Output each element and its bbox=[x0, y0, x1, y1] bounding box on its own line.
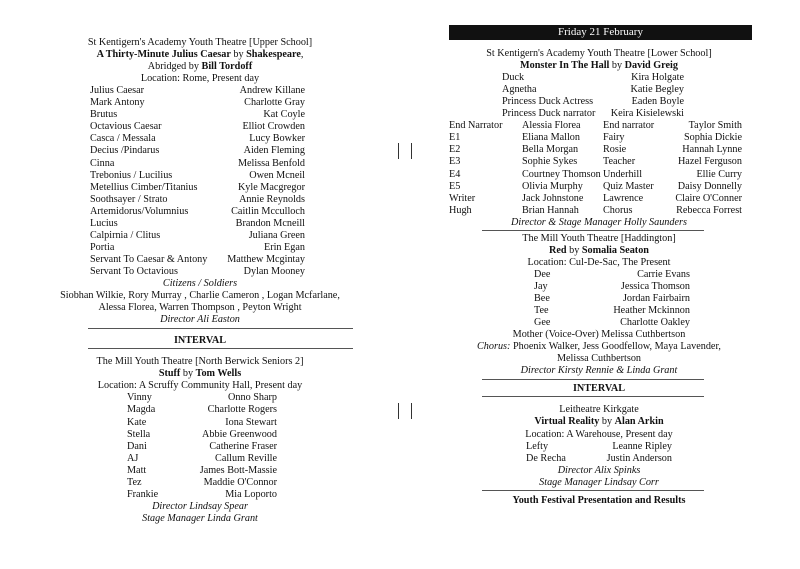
play-company-part: Leitheatre Kirkgate bbox=[559, 404, 639, 416]
cast-row bbox=[40, 145, 360, 157]
actor-name: Claire O'Conner bbox=[675, 192, 742, 204]
director-credit-part: Director Ali Easton bbox=[160, 314, 240, 326]
cast-row bbox=[446, 144, 752, 156]
role-name: Dani bbox=[127, 440, 147, 452]
play-title-part: by bbox=[230, 49, 247, 61]
stage-manager-credit-part: Stage Manager Linda Grant bbox=[142, 512, 258, 524]
interval-heading-part: INTERVAL bbox=[173, 335, 227, 347]
play-company-part: St Kentigern's Academy Youth Theatre [Lower School] bbox=[486, 48, 712, 59]
play-title bbox=[446, 416, 752, 428]
play-abridger-part: Bill Tordoff bbox=[201, 61, 253, 73]
chorus-list-part: Phoenix Walker, Jess Goodfellow, Maya Lavender, bbox=[510, 341, 721, 353]
play-abridger-part: Abridged by bbox=[147, 61, 202, 73]
play-title bbox=[40, 368, 360, 380]
chorus-list bbox=[446, 341, 752, 353]
binding-mark-bottom-right bbox=[411, 403, 412, 419]
interval-heading-part: INTERVAL bbox=[572, 383, 626, 395]
actor-name: James Bott-Massie bbox=[199, 464, 277, 476]
role-name: End narrator bbox=[603, 120, 655, 132]
play-location-part: Location: A Warehouse, Present day bbox=[525, 428, 673, 440]
play-title-part: Somalia Seaton bbox=[581, 244, 649, 256]
play-company bbox=[446, 48, 752, 60]
role-name: Matt bbox=[127, 464, 147, 476]
role-name: E1 bbox=[449, 132, 461, 144]
cast-row bbox=[446, 108, 752, 120]
cast-row bbox=[446, 441, 752, 453]
actor-name: Courtney Thomson bbox=[522, 168, 601, 180]
role-name: E2 bbox=[449, 144, 461, 156]
cast-row bbox=[40, 453, 360, 465]
actor-name: Daisy Donnelly bbox=[677, 180, 742, 192]
director-credit-part: Director Lindsay Spear bbox=[152, 500, 248, 512]
cast-row bbox=[40, 158, 360, 170]
play-location bbox=[40, 380, 360, 392]
role-name: Bee bbox=[534, 293, 550, 304]
director-credit-part: Director Alix Spinks bbox=[557, 464, 641, 476]
role-name: Rosie bbox=[603, 144, 627, 156]
actor-name: Heather Mckinnon bbox=[613, 305, 690, 317]
cast-row bbox=[40, 404, 360, 416]
closing-event bbox=[446, 495, 752, 507]
cast-row bbox=[446, 281, 752, 293]
role-name: Quiz Master bbox=[603, 180, 654, 192]
role-name: Servant To Caesar & Antony bbox=[90, 253, 208, 265]
role-name: Vinny bbox=[127, 392, 152, 404]
actor-name: Katie Begley bbox=[630, 84, 684, 96]
actor-name: Kira Holgate bbox=[631, 72, 684, 84]
cast-row bbox=[446, 293, 752, 305]
actor-name: Charlotte Gray bbox=[244, 97, 305, 109]
actor-name: Sophia Dickie bbox=[683, 132, 742, 144]
cast-row bbox=[446, 453, 752, 465]
role-name: Tee bbox=[534, 305, 549, 317]
role-name: Teacher bbox=[603, 156, 636, 168]
cast-row bbox=[40, 465, 360, 477]
play-location-part: Location: Cul-De-Sac, The Present bbox=[527, 256, 671, 268]
actor-name: Justin Anderson bbox=[606, 452, 672, 464]
play-title-part: Virtual Reality bbox=[534, 416, 600, 428]
cast-row bbox=[446, 305, 752, 317]
citizens-label-part: Citizens / Soldiers bbox=[162, 278, 238, 289]
divider bbox=[88, 328, 353, 329]
actor-name: Ellie Curry bbox=[696, 168, 742, 180]
role-name: Lawrence bbox=[603, 192, 644, 204]
cast-row bbox=[40, 230, 360, 242]
actor-name: Dylan Mooney bbox=[243, 265, 305, 277]
role-name: E3 bbox=[449, 156, 461, 168]
divider bbox=[482, 490, 704, 491]
cast-row bbox=[446, 120, 752, 132]
play-abridger bbox=[40, 61, 360, 73]
role-name: Julius Caesar bbox=[90, 85, 145, 97]
actor-name: Andrew Killane bbox=[239, 85, 305, 97]
cast-row bbox=[40, 254, 360, 266]
play-title-part: , bbox=[300, 49, 304, 61]
cast-row bbox=[40, 242, 360, 254]
play-company bbox=[40, 356, 360, 368]
role-name: Gee bbox=[534, 317, 551, 329]
citizens-list bbox=[40, 290, 360, 302]
cast-row bbox=[40, 85, 360, 97]
actor-name: Alessia Florea bbox=[522, 120, 581, 132]
actor-name: Charlotte Rogers bbox=[207, 404, 277, 416]
role-name: Princess Duck Actress bbox=[502, 96, 594, 108]
actor-name: Catherine Fraser bbox=[209, 440, 277, 452]
role-name: End Narrator bbox=[449, 120, 503, 132]
role-name: Portia bbox=[90, 241, 115, 253]
actor-name: Maddie O'Connor bbox=[203, 476, 277, 488]
cast-row bbox=[446, 205, 752, 217]
actor-name: Carrie Evans bbox=[637, 268, 690, 280]
role-name: E5 bbox=[449, 180, 461, 192]
cast-row bbox=[446, 156, 752, 168]
actor-name: Lucy Bowker bbox=[249, 133, 305, 145]
actor-name: Hannah Lynne bbox=[682, 144, 742, 156]
actor-name: Bella Morgan bbox=[522, 144, 579, 156]
actor-name: Owen Mcneil bbox=[249, 169, 305, 181]
play-title-part: Stuff bbox=[158, 368, 181, 380]
play-location bbox=[40, 73, 360, 85]
citizens-list-part: Alessa Florea, Warren Thompson , Peyton Wright bbox=[98, 302, 302, 314]
stage-manager-credit bbox=[40, 513, 360, 525]
role-name: Chorus bbox=[603, 204, 633, 216]
actor-name: Elliot Crowden bbox=[242, 121, 305, 133]
play-title-part: by bbox=[566, 244, 582, 256]
cast-row bbox=[40, 392, 360, 404]
cast-row bbox=[40, 489, 360, 501]
role-name: Lucius bbox=[90, 217, 118, 229]
role-name: Hugh bbox=[449, 204, 472, 216]
actor-name: Charlotte Oakley bbox=[620, 317, 690, 329]
cast-row bbox=[40, 170, 360, 182]
play-company-part: The Mill Youth Theatre [Haddington] bbox=[522, 232, 676, 244]
play-title-part: Monster In The Hall bbox=[520, 60, 610, 72]
role-name: Jay bbox=[534, 280, 548, 292]
cast-row bbox=[40, 121, 360, 133]
actor-name: Iona Stewart bbox=[225, 416, 277, 428]
play-title-part: Red bbox=[549, 244, 567, 256]
cast-row bbox=[40, 477, 360, 489]
actor-name: Eliana Mallon bbox=[522, 132, 580, 144]
actor-name: Keira Kisielewski bbox=[610, 108, 684, 120]
closing-event-part: Youth Festival Presentation and Results bbox=[512, 494, 686, 506]
binding-mark-bottom bbox=[398, 403, 399, 419]
interval-heading bbox=[446, 383, 752, 395]
role-name: Artemidorus/Volumnius bbox=[90, 205, 189, 217]
actor-name: Brandon Mcneill bbox=[235, 217, 305, 229]
play-title-part: Julius Caesar bbox=[171, 49, 231, 61]
actor-name: Olivia Murphy bbox=[522, 180, 583, 192]
role-name: Princess Duck narrator bbox=[502, 108, 596, 120]
cast-row bbox=[40, 417, 360, 429]
cast-row bbox=[40, 182, 360, 194]
stage-manager-credit-part: Stage Manager Lindsay Corr bbox=[539, 476, 659, 488]
role-name: Stella bbox=[127, 428, 151, 440]
cast-row bbox=[446, 96, 752, 108]
cast-row bbox=[446, 329, 752, 341]
director-credit bbox=[446, 365, 752, 377]
actor-name: Eaden Boyle bbox=[631, 96, 684, 108]
cast-row bbox=[40, 266, 360, 278]
actor-name: Hazel Ferguson bbox=[677, 156, 742, 168]
role-name: Writer bbox=[449, 192, 476, 204]
play-title bbox=[446, 245, 752, 257]
stage-manager-credit bbox=[446, 477, 752, 489]
director-credit bbox=[446, 465, 752, 477]
citizens-label bbox=[40, 278, 360, 290]
divider bbox=[482, 396, 704, 397]
play-title-part: by bbox=[609, 60, 625, 72]
play-title-part: David Greig bbox=[624, 60, 678, 72]
play-title bbox=[446, 60, 752, 72]
play-company-part: St Kentigern's Academy Youth Theatre [Upper School] bbox=[87, 37, 313, 48]
actor-name: Brian Hannah bbox=[522, 204, 579, 216]
actor-name: Taylor Smith bbox=[688, 120, 742, 132]
play-title-part: Shakespeare bbox=[246, 49, 301, 61]
role-name: Magda bbox=[127, 404, 156, 416]
role-name: Cinna bbox=[90, 157, 115, 169]
cast-row bbox=[40, 194, 360, 206]
role-name: Dee bbox=[534, 268, 551, 280]
actor-name: Kyle Macgregor bbox=[237, 181, 305, 193]
actor-name: Aiden Fleming bbox=[243, 145, 305, 157]
actor-name: Jessica Thomson bbox=[620, 280, 690, 292]
date-header: Friday 21 February bbox=[449, 25, 752, 40]
actor-name: Leanne Ripley bbox=[612, 440, 672, 452]
play-company bbox=[446, 404, 752, 416]
role-name: Trebonius / Lucilius bbox=[90, 169, 173, 181]
cast-row bbox=[40, 97, 360, 109]
play-title-part: by bbox=[180, 368, 196, 380]
role-name: Kate bbox=[127, 416, 147, 428]
cast-row bbox=[446, 317, 752, 329]
divider bbox=[482, 379, 704, 380]
actor-name: Mia Loporto bbox=[225, 488, 277, 500]
binding-mark-top-right bbox=[411, 143, 412, 159]
cast-row-part: Mother (Voice-Over) Melissa Cuthbertson bbox=[512, 329, 686, 341]
citizens-list bbox=[40, 302, 360, 314]
play-title-part: Alan Arkin bbox=[614, 416, 664, 428]
divider bbox=[482, 230, 704, 231]
director-credit-part: Director & Stage Manager Holly Saunders bbox=[511, 216, 687, 228]
actor-name: Annie Reynolds bbox=[239, 193, 305, 205]
cast-row bbox=[446, 193, 752, 205]
chorus-list bbox=[446, 353, 752, 365]
play-title-part: A Thirty-Minute bbox=[96, 49, 172, 61]
play-location bbox=[446, 429, 752, 441]
role-name: Decius /Pindarus bbox=[90, 145, 160, 157]
actor-name: Matthew Mcgintay bbox=[227, 253, 305, 265]
role-name: De Recha bbox=[526, 452, 566, 464]
actor-name: Kat Coyle bbox=[263, 109, 305, 121]
role-name: AJ bbox=[127, 452, 139, 464]
actor-name: Jack Johnstone bbox=[522, 192, 584, 204]
chorus-list-part: Melissa Cuthbertson bbox=[556, 353, 642, 365]
actor-name: Juliana Green bbox=[248, 229, 305, 241]
role-name: Octavious Caesar bbox=[90, 121, 162, 133]
cast-row bbox=[40, 218, 360, 230]
role-name: Fairy bbox=[603, 132, 625, 144]
role-name: Soothsayer / Strato bbox=[90, 193, 168, 205]
interval-heading bbox=[40, 335, 360, 347]
play-title bbox=[40, 49, 360, 61]
role-name: Frankie bbox=[127, 488, 159, 500]
play-company-part: The Mill Youth Theatre [North Berwick Seniors 2] bbox=[96, 356, 304, 368]
role-name: Servant To Octavious bbox=[90, 265, 178, 277]
role-name: Calpirnia / Clitus bbox=[90, 229, 161, 241]
citizens-list-part: Siobhan Wilkie, Rory Murray , Charlie Cameron , Logan Mcfarlane, bbox=[60, 290, 340, 302]
role-name: Metellius Cimber/Titanius bbox=[90, 181, 198, 193]
role-name: E4 bbox=[449, 168, 461, 180]
director-credit bbox=[446, 217, 752, 229]
role-name: Mark Antony bbox=[90, 97, 145, 109]
binding-mark-top bbox=[398, 143, 399, 159]
role-name: Tez bbox=[127, 476, 142, 488]
cast-row bbox=[40, 133, 360, 145]
role-name: Agnetha bbox=[502, 84, 537, 96]
actor-name: Abbie Greenwood bbox=[202, 428, 277, 440]
cast-row bbox=[446, 169, 752, 181]
cast-row bbox=[40, 429, 360, 441]
actor-name: Onno Sharp bbox=[228, 392, 277, 404]
play-title-part: by bbox=[599, 416, 615, 428]
play-company bbox=[40, 37, 360, 49]
actor-name: Erin Egan bbox=[263, 241, 305, 253]
role-name: Casca / Messala bbox=[90, 133, 156, 145]
actor-name: Jordan Fairbairn bbox=[622, 293, 690, 304]
cast-row bbox=[446, 72, 752, 84]
play-company bbox=[446, 233, 752, 245]
divider bbox=[88, 348, 353, 349]
play-location-part: Location: Rome, Present day bbox=[140, 73, 260, 85]
cast-row bbox=[40, 441, 360, 453]
role-name: Lefty bbox=[526, 440, 549, 452]
actor-name: Melissa Benfold bbox=[237, 157, 305, 169]
role-name: Underhill bbox=[603, 168, 643, 180]
actor-name: Rebecca Forrest bbox=[676, 204, 742, 216]
actor-name: Callum Reville bbox=[215, 452, 277, 464]
cast-row bbox=[446, 132, 752, 144]
chorus-list-part: Chorus: bbox=[477, 341, 511, 353]
cast-row bbox=[446, 84, 752, 96]
play-title-part: Tom Wells bbox=[195, 368, 242, 380]
cast-row bbox=[446, 181, 752, 193]
play-location-part: Location: A Scruffy Community Hall, Present day bbox=[97, 380, 303, 392]
director-credit bbox=[40, 501, 360, 513]
director-credit-part: Director Kirsty Rennie & Linda Grant bbox=[520, 365, 678, 377]
cast-row bbox=[40, 109, 360, 121]
cast-row bbox=[40, 206, 360, 218]
role-name: Duck bbox=[502, 72, 525, 84]
actor-name: Caitlin Mcculloch bbox=[231, 205, 305, 217]
director-credit bbox=[40, 314, 360, 326]
play-location bbox=[446, 257, 752, 269]
cast-row bbox=[446, 269, 752, 281]
role-name: Brutus bbox=[90, 109, 118, 121]
actor-name: Sophie Sykes bbox=[522, 156, 578, 168]
